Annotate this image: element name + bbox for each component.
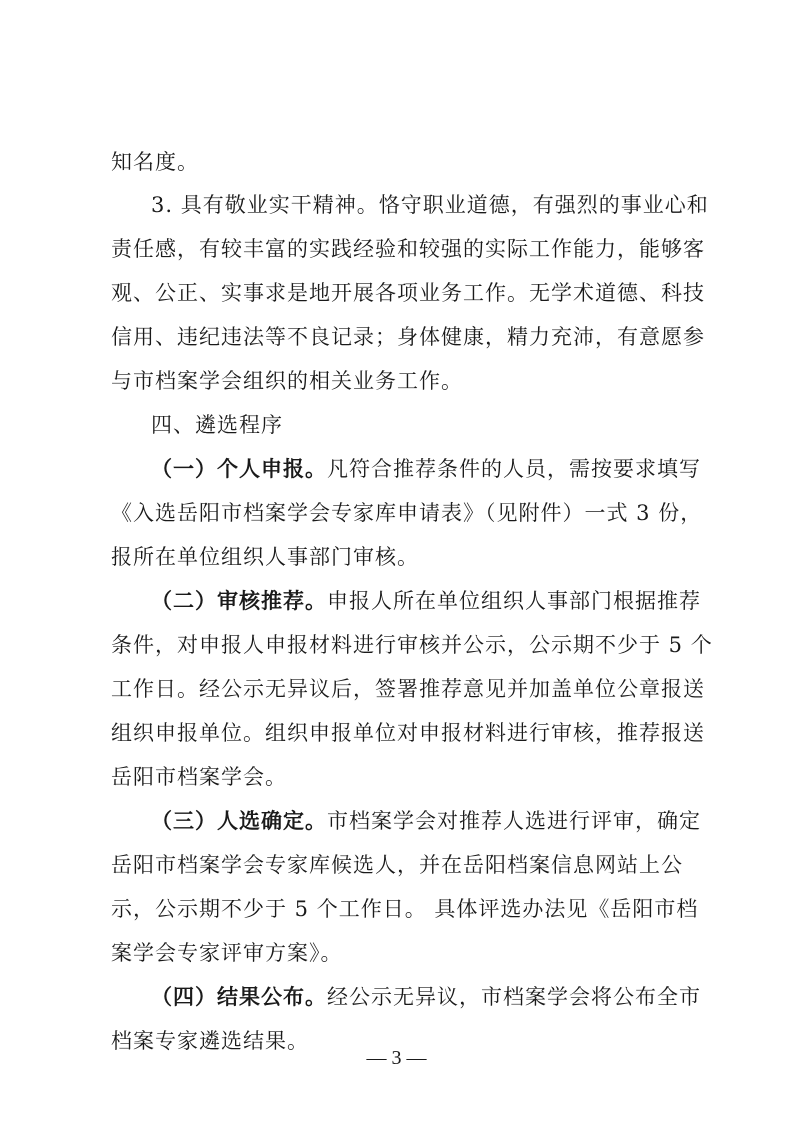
paragraph-line [151, 588, 701, 613]
step-title: （一）个人申报。 [151, 456, 327, 481]
step-title: （三）人选确定。 [151, 808, 327, 833]
paragraph-line: 报所在单位组织人事部门审核。 [111, 545, 419, 569]
paragraph-line: 工作日。经公示无异议后，签署推荐意见并加盖单位公章报送 [111, 677, 705, 701]
paragraph-line [151, 984, 701, 1009]
step-title: （四）结果公布。 [151, 984, 327, 1009]
paragraph-line [151, 456, 701, 481]
paragraph-line: 《入选岳阳市档案学会专家库申请表》（见附件）一式 3 份， [111, 501, 703, 525]
paragraph-line: 案学会专家评审方案》。 [111, 941, 343, 965]
paragraph-line: 责任感，有较丰富的实践经验和较强的实际工作能力，能够客 [111, 237, 705, 261]
step-text: 申报人所在单位组织人事部门根据推荐 [327, 589, 701, 613]
paragraph-line: 与市档案学会组织的相关业务工作。 [111, 369, 463, 393]
section-heading: 四、遴选程序 [151, 413, 283, 437]
step-text: 经公示无异议，市档案学会将公布全市 [327, 985, 701, 1009]
step-title: （二）审核推荐。 [151, 588, 327, 613]
step-text: 市档案学会对推荐人选进行评审，确定 [327, 809, 701, 833]
paragraph-line: 信用、违纪违法等不良记录；身体健康，精力充沛，有意愿参 [111, 325, 705, 349]
paragraph-line: 岳阳市档案学会专家库候选人，并在岳阳档案信息网站上公 [111, 853, 683, 877]
paragraph-line: 档案专家遴选结果。 [111, 1029, 309, 1053]
paragraph-line: 观、公正、实事求是地开展各项业务工作。无学术道德、科技 [111, 281, 705, 305]
paragraph-line: 示，公示期不少于 5 个工作日。 具体评选办法见《岳阳市档 [111, 897, 699, 921]
paragraph-line: 组织申报单位。组织申报单位对申报材料进行审核，推荐报送 [111, 721, 705, 745]
step-text: 凡符合推荐条件的人员，需按要求填写 [327, 457, 701, 481]
paragraph-line [151, 808, 701, 833]
page-number: — 3 — [366, 1047, 427, 1069]
paragraph-line: 3. 具有敬业实干精神。恪守职业道德，有强烈的事业心和 [151, 193, 709, 217]
paragraph-line: 岳阳市档案学会。 [111, 765, 287, 789]
paragraph-line: 条件，对申报人申报材料进行审核并公示，公示期不少于 5 个 [111, 633, 713, 657]
paragraph-line: 知名度。 [111, 150, 199, 174]
